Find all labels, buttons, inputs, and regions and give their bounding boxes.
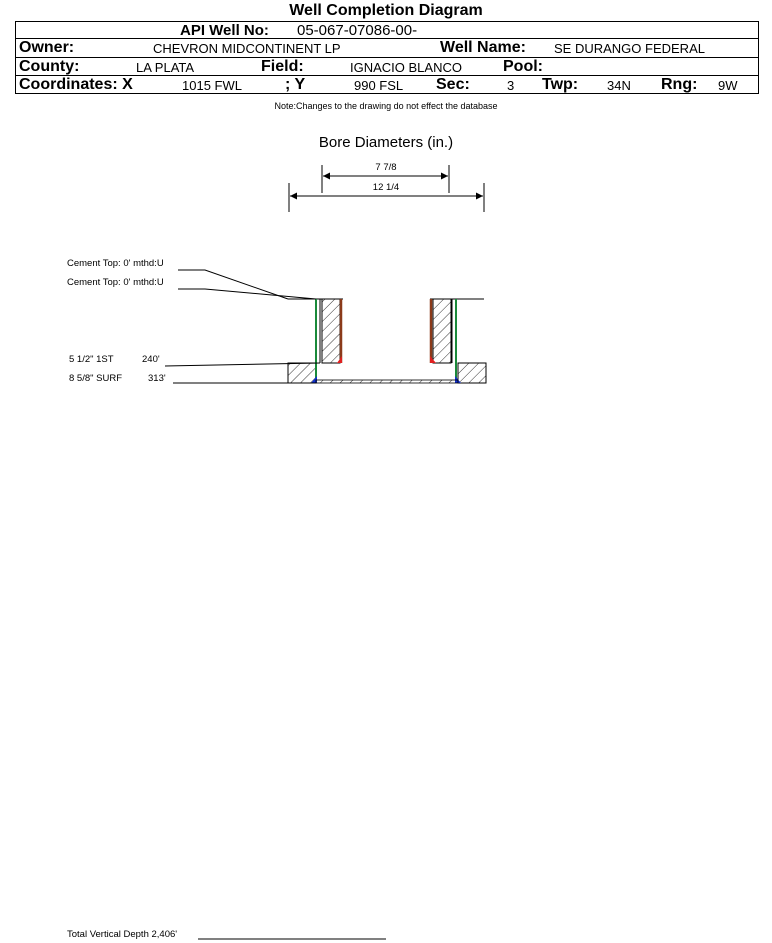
database-note: Note:Changes to the drawing do not effect the database — [274, 101, 498, 111]
surface-casing-right — [430, 299, 486, 383]
bore-diameter-label: 7 7/8 — [375, 162, 397, 173]
rng-value: 9W — [718, 78, 738, 93]
owner-value: CHEVRON MIDCONTINENT LP — [153, 41, 341, 56]
field-value: IGNACIO BLANCO — [350, 60, 462, 75]
coord-x-value: 1015 FWL — [182, 78, 242, 93]
api-label: API Well No: — [180, 22, 269, 39]
diagram-title: Well Completion Diagram — [289, 2, 483, 19]
api-value: 05-067-07086-00- — [297, 22, 418, 39]
owner-label: Owner: — [19, 39, 75, 56]
sec-value: 3 — [507, 78, 515, 93]
sec-label: Sec: — [436, 76, 470, 93]
bore-diameter-label: 12 1/4 — [372, 182, 400, 193]
coord-y-label: ; Y — [285, 76, 306, 93]
cement-top-leader-2 — [178, 289, 316, 299]
rng-label: Rng: — [661, 76, 698, 93]
casing-depth-label: 240' — [142, 354, 160, 365]
twp-value: 34N — [607, 78, 631, 93]
casing-name-label: 5 1/2" 1ST — [69, 354, 114, 365]
bore-diameters-title: Bore Diameters (in.) — [318, 134, 454, 151]
pool-label: Pool: — [503, 58, 543, 75]
casing-name-label: 8 5/8" SURF — [69, 373, 123, 384]
well-name-value: SE DURANGO FEDERAL — [554, 41, 705, 56]
county-value: LA PLATA — [136, 60, 195, 75]
field-label: Field: — [261, 58, 304, 75]
coord-x-label: Coordinates: X — [19, 76, 133, 93]
coord-y-value: 990 FSL — [354, 78, 404, 93]
cement-top-label: Cement Top: 0' mthd:U — [67, 258, 164, 269]
total-depth-label: Total Vertical Depth 2,406' — [67, 929, 178, 940]
county-label: County: — [19, 58, 80, 75]
cement-top-label: Cement Top: 0' mthd:U — [67, 277, 164, 288]
cement-plug-bottom — [316, 380, 458, 383]
surface-casing-left — [288, 299, 342, 383]
twp-label: Twp: — [542, 76, 579, 93]
well-name-label: Well Name: — [440, 39, 526, 56]
casing-depth-label: 313' — [148, 373, 166, 384]
